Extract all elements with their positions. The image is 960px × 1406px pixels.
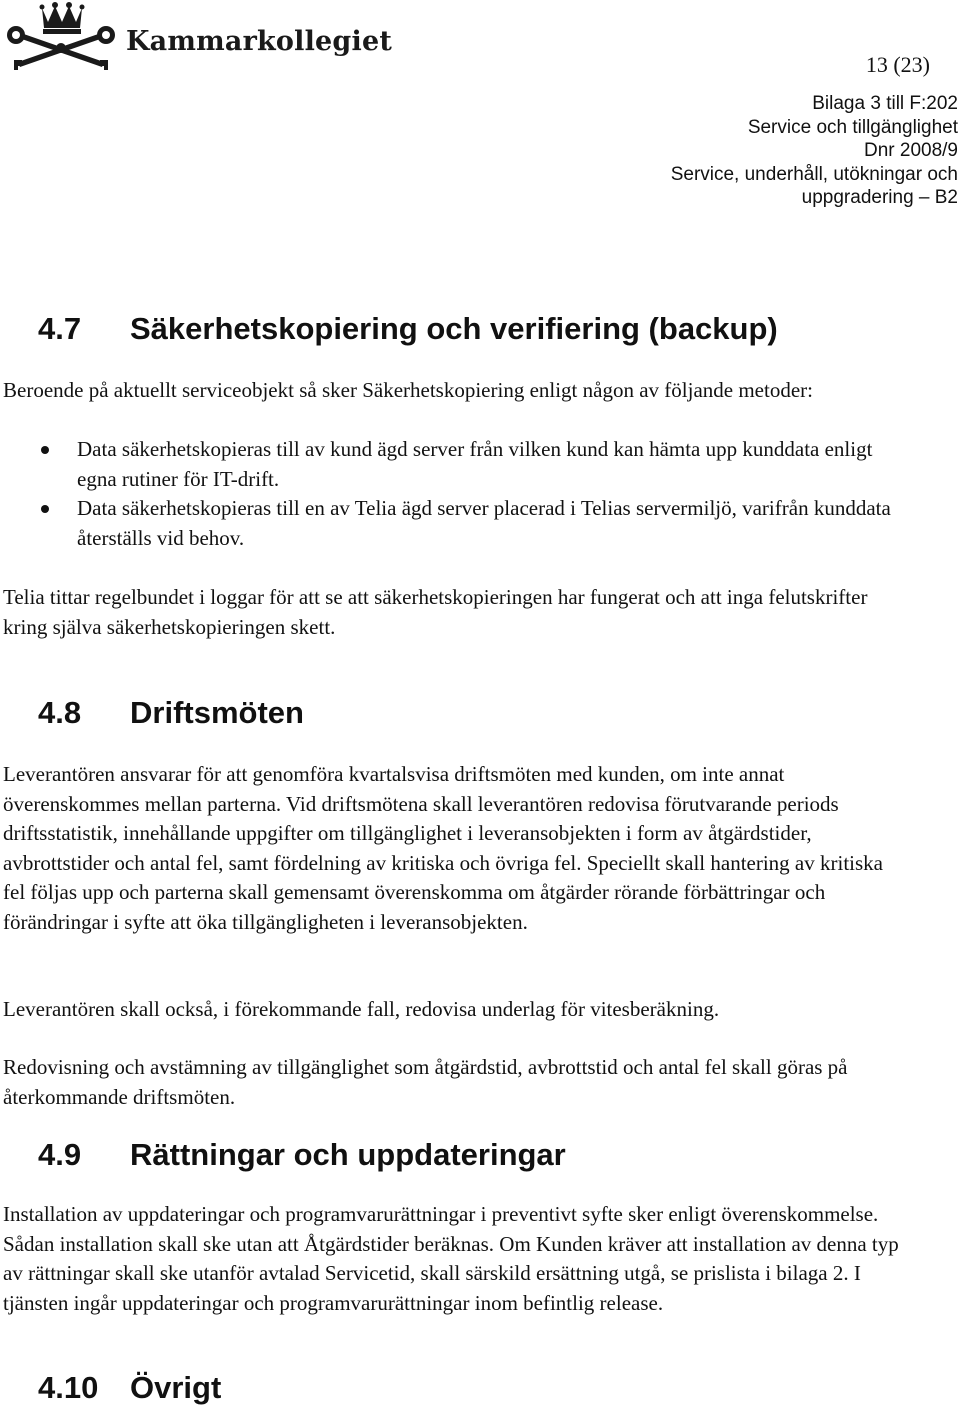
section-title: Driftsmöten [130,695,304,730]
section-heading-4-7 [38,311,778,347]
list-item [3,435,903,494]
section-heading-4-9 [38,1137,566,1173]
logo-wordmark: Kammarkollegiet [126,26,393,57]
meta-line: Bilaga 3 till F:202 [812,93,958,114]
meta-line: Service, underhåll, utökningar och [670,163,958,185]
backup-methods-list [3,435,903,553]
meta-line: uppgradering – B2 [801,187,958,208]
availability-paragraph: Redovisning och avstämning av tillgänglighet som åtgärdstid, avbrottstid och antal fel skall göras på återkommande driftsmöten. [3,1055,848,1109]
section-heading-4-8 [38,695,304,731]
page-number: 13 (23) [865,52,930,77]
section-heading-4-10 [38,1370,221,1406]
meta-line: Service och tillgänglighet [747,116,958,138]
updates-paragraph: Installation av uppdateringar och programvarurättningar i preventivt syfte sker enligt överenskommelse. Sådan installation skall ske utan att Åtgärdstider beräknas. Om Kunden kräver att installation av denna typ av rättningar skall ske utanför avtalad Servicetid, skall särskild ersättning utgå, se prislista i bilaga 2. I tjänsten ingår uppdateringar och programvarurättningar inom befintlig release. [3,1202,899,1315]
section-number: 4.10 [38,1370,99,1405]
kammarkollegiet-logo [4,2,393,74]
section-title: Rättningar och uppdateringar [130,1137,566,1172]
document-meta [671,92,958,210]
list-item [3,494,903,553]
section-number: 4.7 [38,311,82,346]
meetings-paragraph: Leverantören ansvarar för att genomföra kvartalsvisa driftsmöten med kunden, om inte annat överenskommes mellan parterna. Vid driftsmötena skall leverantören redovisa förutvarande periods driftsstatistik, innehållande uppgifter om tillgänglighet i leveransobjekten i form av åtgärdstider, avbrottstider och antal fel, samt fördelning av kritiska och övriga fel. Speciellt skall hantering av kritiska fel följas upp och parterna skall gemensamt överenskomma om åtgärder rörande förbättringar och förändringar i syfte att öka tillgängligheten i leveransobjekten. [3,762,883,934]
penalty-paragraph: Leverantören skall också, i förekommande fall, redovisa underlag för vitesberäkning. [3,997,720,1021]
backup-intro-paragraph: Beroende på aktuellt serviceobjekt så sker Säkerhetskopiering enligt någon av följande metoder: [3,378,813,402]
bullet-icon [41,446,49,454]
list-item-text: Data säkerhetskopieras till av kund ägd server från vilken kund kan hämta upp kunddata enligt egna rutiner för IT-drift. [77,437,873,491]
bullet-icon [41,505,49,513]
section-number: 4.9 [38,1137,82,1172]
section-title: Övrigt [130,1370,222,1405]
list-item-text: Data säkerhetskopieras till en av Telia ägd server placerad i Telias servermiljö, varifrån kunddata återställs vid behov. [77,496,891,550]
meta-line: Dnr 2008/9 [863,140,958,161]
section-title: Säkerhetskopiering och verifiering (backup) [130,311,778,346]
section-number: 4.8 [38,695,82,730]
crown-keys-emblem-icon [4,2,119,74]
backup-log-paragraph: Telia tittar regelbundet i loggar för att se att säkerhetskopieringen har fungerat och att inga felutskrifter kring själva säkerhetskopieringen skett. [3,585,868,639]
